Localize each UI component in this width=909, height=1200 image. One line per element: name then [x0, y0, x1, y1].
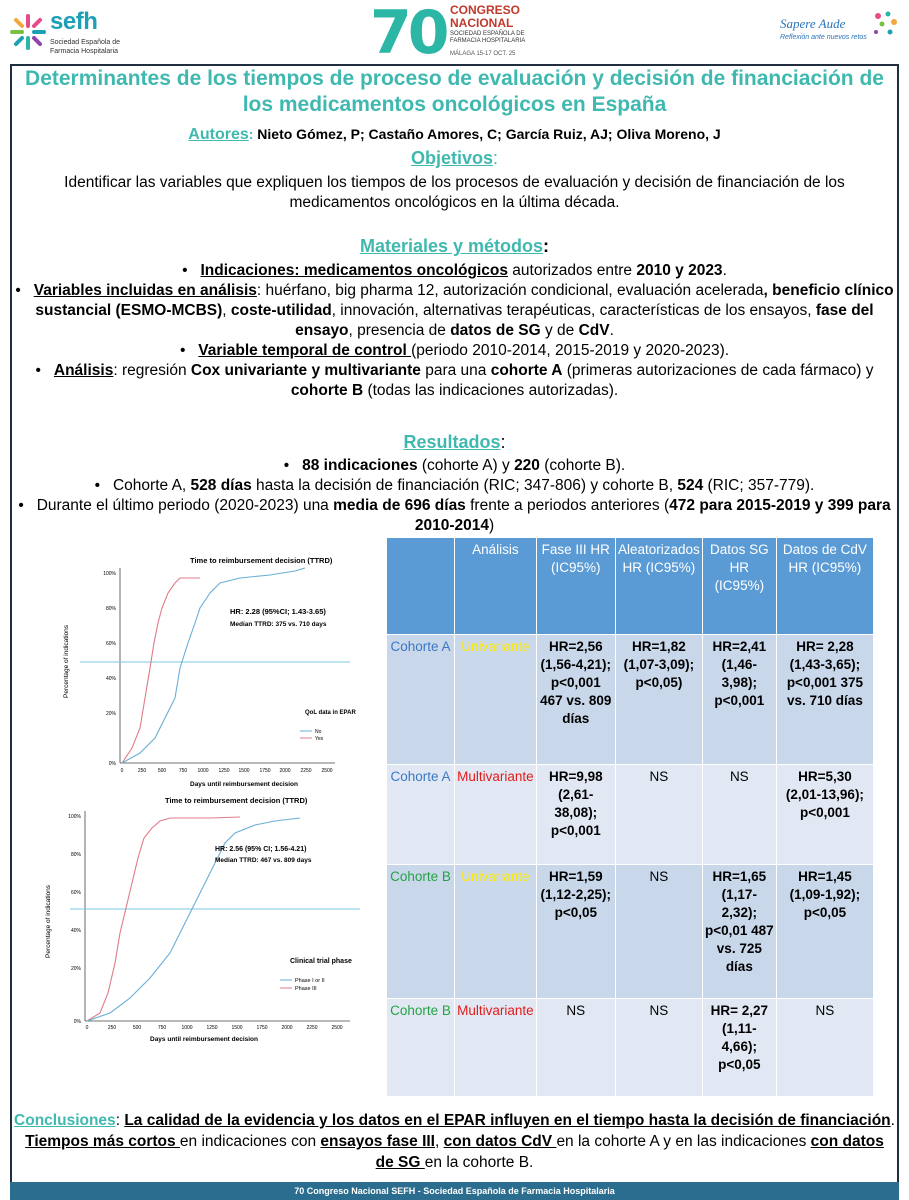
graph-ylabel: Percentage of indications	[45, 885, 52, 958]
methods-list	[14, 261, 895, 401]
results-list	[14, 456, 895, 536]
x-tick: 1000	[197, 768, 209, 774]
results-heading: Resultados:	[403, 432, 506, 452]
congress-logo	[370, 0, 550, 68]
congress-number: 70	[370, 0, 446, 68]
conclusions-label: Conclusiones	[14, 1112, 116, 1129]
table-cell: HR=9,98 (2,61-38,08); p<0,001	[536, 765, 615, 865]
x-tick: 250	[137, 768, 147, 774]
x-tick: 750	[157, 1025, 167, 1031]
y-tick: 0%	[73, 1019, 81, 1025]
km-curve-no	[122, 568, 305, 763]
table-cell: Univariante	[455, 635, 537, 765]
objectives-heading: Objetivos:	[410, 148, 499, 168]
conclusions: Conclusiones: La calidad de la evidencia y los datos en el EPAR influyen en el tiempo hasta la decisión de financiación. Tiempos más cortos en indicaciones con ensayos fase III, con datos CdV en la cohorte A y en las indicaciones con datos de SG en la cohorte B.	[14, 1112, 895, 1171]
table-row	[387, 999, 874, 1097]
legend-item: Yes	[315, 736, 324, 742]
congress-place: MÁLAGA 15-17 OCT. 25	[450, 51, 516, 57]
graph-title: Time to reimbursement decision (TTRD)	[165, 796, 308, 805]
table-cell: NS	[615, 999, 702, 1097]
motto: Sapere Aude	[780, 16, 846, 31]
x-tick: 750	[178, 768, 188, 774]
km-curve-yes	[122, 578, 200, 763]
x-tick: 0	[120, 768, 124, 774]
table-cell: HR=2,56 (1,56-4,21); p<0,001 467 vs. 809 días	[536, 635, 615, 765]
table-cell: HR=2,41 (1,46-3,98); p<0,001	[702, 635, 776, 765]
table-cell: HR= 2,28 (1,43-3,65); p<0,001 375 vs. 710 días	[776, 635, 873, 765]
x-tick: 1500	[238, 768, 250, 774]
table-header: Datos SG HR (IC95%)	[702, 538, 776, 635]
table-cell: HR=1,65 (1,17-2,32); p<0,01 487 vs. 725 días	[702, 865, 776, 999]
table-header-row	[387, 538, 874, 635]
table-cell: Multivariante	[455, 999, 537, 1097]
graph-median: Median TTRD: 467 vs. 809 days	[215, 857, 312, 864]
x-tick: 2000	[281, 1025, 293, 1031]
table-cell: Multivariante	[455, 765, 537, 865]
table-cell: HR=1,45 (1,09-1,92); p<0,05	[776, 865, 873, 999]
authors: Autores: Nieto Gómez, P; Castaño Amores, C; García Ruiz, AJ; Oliva Moreno, J	[188, 126, 721, 143]
sefh-name: sefh	[50, 8, 98, 35]
table-cell: Cohorte B	[387, 999, 455, 1097]
x-tick: 500	[132, 1025, 142, 1031]
table-header: Fase III HR (IC95%)	[536, 538, 615, 635]
graph-ylabel: Percentage of indications	[63, 625, 70, 698]
header	[0, 0, 909, 68]
table-header	[387, 538, 455, 635]
table-row	[387, 865, 874, 999]
y-tick: 20%	[105, 711, 116, 717]
y-tick: 100%	[103, 571, 116, 577]
results-item: • Cohorte A, 528 días hasta la decisión de financiación (RIC; 347-806) y cohorte B, 524 (RIC; 357-779).	[94, 477, 815, 494]
legend-item: No	[315, 729, 322, 735]
results-item: • 88 indicaciones (cohorte A) y 220 (cohorte B).	[283, 457, 626, 474]
legend-title: Clinical trial phase	[290, 958, 352, 965]
legend-item: Phase I or II	[295, 978, 325, 984]
x-tick: 1500	[231, 1025, 243, 1031]
table-row	[387, 765, 874, 865]
poster-title: Determinantes de los tiempos de proceso de evaluación y decisión de financiación de los medicamentos oncológicos en España	[25, 67, 884, 116]
methods-item: • Variable temporal de control (periodo 2010-2014, 2015-2019 y 2020-2023).	[179, 342, 730, 359]
y-tick: 20%	[70, 966, 81, 972]
sefh-subtitle: Sociedad Española de Farmacia Hospitalaria	[50, 39, 121, 55]
x-tick: 1750	[259, 768, 271, 774]
methods-item: • Variables incluidas en análisis: huérfano, big pharma 12, autorización condicional, evaluación acelerada, beneficio clínico sustancial (ESMO-MCBS), coste-utilidad, innovación, alternativas terapéuticas, características de los ensayos, fase del ensayo, presencia de datos de SG y de CdV.	[15, 282, 894, 339]
graph-xlabel: Days until reimbursement decision	[190, 781, 299, 788]
x-tick: 500	[157, 768, 167, 774]
x-tick: 1250	[218, 768, 230, 774]
graph-xlabel: Days until reimbursement decision	[150, 1036, 259, 1043]
graph-hr: HR: 2.28 (95%CI; 1.43-3.65)	[230, 607, 326, 616]
authors-label: Autores	[188, 126, 249, 143]
y-tick: 80%	[105, 606, 116, 612]
legend-title: QoL data in EPAR	[305, 710, 356, 716]
km-graph-qol	[40, 548, 370, 793]
results-table	[386, 537, 874, 1097]
y-tick: 100%	[68, 814, 81, 820]
km-graph-phase	[40, 793, 370, 1043]
table-cell: NS	[615, 765, 702, 865]
x-tick: 2500	[321, 768, 333, 774]
methods-item: • Análisis: regresión Cox univariante y multivariante para una cohorte A (primeras autorizaciones de cada fármaco) y cohorte B (todas las indicaciones autorizadas).	[35, 362, 874, 399]
y-tick: 80%	[70, 852, 81, 858]
table-cell: Cohorte A	[387, 635, 455, 765]
methods-item: • Indicaciones: medicamentos oncológicos autorizados entre 2010 y 2023.	[182, 262, 727, 279]
graph-title: Time to reimbursement decision (TTRD)	[190, 556, 333, 565]
x-tick: 1750	[256, 1025, 268, 1031]
motto-block	[760, 10, 900, 50]
congress-org: SOCIEDAD ESPAÑOLA DE FARMACIA HOSPITALARIA	[450, 31, 526, 44]
table-cell: Cohorte B	[387, 865, 455, 999]
x-tick: 2250	[300, 768, 312, 774]
x-tick: 2500	[331, 1025, 343, 1031]
table-cell: NS	[615, 865, 702, 999]
table-header: Datos de CdV HR (IC95%)	[776, 538, 873, 635]
motto-subtitle: Reflexión ante nuevos retos	[780, 34, 867, 41]
table-cell: NS	[776, 999, 873, 1097]
x-tick: 250	[107, 1025, 117, 1031]
table-cell: HR=1,59 (1,12-2,25); p<0,05	[536, 865, 615, 999]
footer: 70 Congreso Nacional SEFH - Sociedad Española de Farmacia Hospitalaria	[10, 1182, 899, 1200]
y-tick: 40%	[70, 928, 81, 934]
y-tick: 60%	[105, 641, 116, 647]
authors-names: Nieto Gómez, P; Castaño Amores, C; García Ruiz, AJ; Oliva Moreno, J	[257, 126, 721, 142]
legend-item: Phase III	[295, 986, 317, 992]
table-cell: NS	[536, 999, 615, 1097]
graph-hr: HR: 2.56 (95% CI; 1.56-4.21)	[215, 846, 307, 853]
y-tick: 0%	[108, 761, 116, 767]
x-tick: 2250	[306, 1025, 318, 1031]
y-tick: 60%	[70, 890, 81, 896]
table-cell: NS	[702, 765, 776, 865]
y-tick: 40%	[105, 676, 116, 682]
motto-dots-icon	[870, 10, 900, 40]
x-tick: 1250	[206, 1025, 218, 1031]
table-cell: Univariante	[455, 865, 537, 999]
congress-title: CONGRESO NACIONAL	[450, 3, 521, 30]
results-item: • Durante el último periodo (2020-2023) una media de 696 días frente a periodos anteriores (472 para 2015-2019 y 399 para 2010-2014)	[18, 497, 891, 534]
table-header: Aleatorizados HR (IC95%)	[615, 538, 702, 635]
table-cell: HR=5,30 (2,01-13,96); p<0,001	[776, 765, 873, 865]
table-header: Análisis	[455, 538, 537, 635]
objectives-text: Identificar las variables que expliquen los tiempos de los procesos de evaluación y decisión de financiación de los medicamentos oncológicos en la última década.	[64, 174, 845, 211]
table-cell: Cohorte A	[387, 765, 455, 865]
x-tick: 1000	[181, 1025, 193, 1031]
sefh-logo-icon	[8, 12, 48, 52]
sefh-logo	[8, 8, 128, 58]
table-cell: HR=1,82 (1,07-3,09); p<0,05)	[615, 635, 702, 765]
table-cell: HR= 2,27 (1,11-4,66); p<0,05	[702, 999, 776, 1097]
methods-heading: Materiales y métodos:	[359, 236, 550, 256]
graph-median: Median TTRD: 375 vs. 710 days	[230, 621, 327, 628]
x-tick: 2000	[279, 768, 291, 774]
x-tick: 0	[85, 1025, 89, 1031]
table-row	[387, 635, 874, 765]
